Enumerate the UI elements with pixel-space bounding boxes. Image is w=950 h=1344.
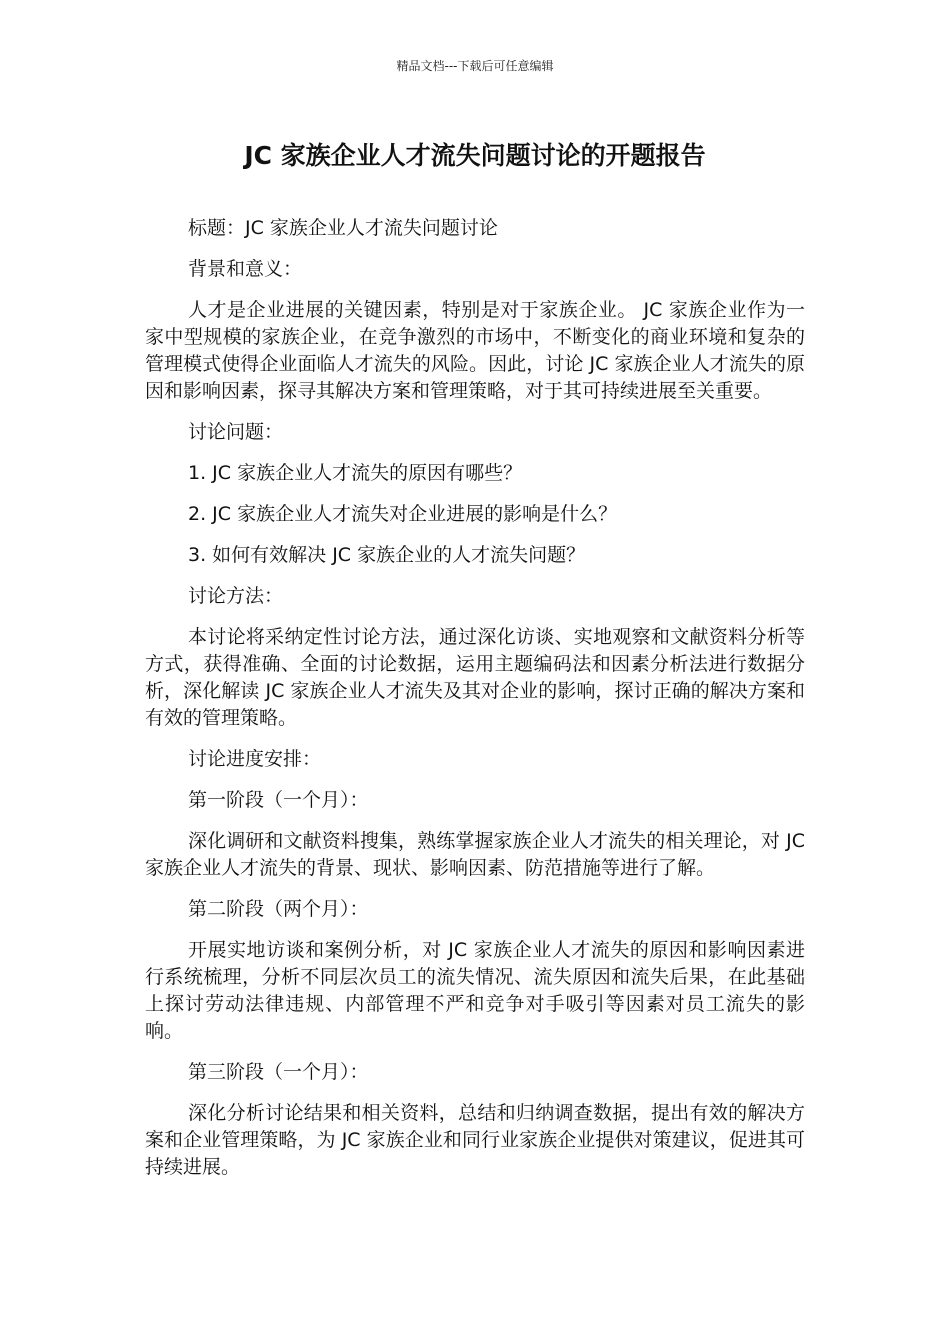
heading-phase-1: 第一阶段（一个月）： [188, 789, 369, 811]
label-title: 标题：JC 家族企业人才流失问题讨论 [188, 217, 498, 239]
heading-phase-3: 第三阶段（一个月）： [188, 1061, 369, 1083]
heading-questions: 讨论问题： [188, 421, 284, 443]
paragraph-methods: 本讨论将采纳定性讨论方法，通过深化访谈、实地观察和文献资料分析等方式，获得准确、全面的讨论数据，运用主题编码法和因素分析法进行数据分析，深化解读 JC 家族企业人才流失及其对企业的影响，探讨正确的解决方案和有效的管理策略。 [145, 626, 805, 729]
heading-schedule: 讨论进度安排： [188, 748, 322, 770]
question-item-3: 3. 如何有效解决 JC 家族企业的人才流失问题？ [188, 544, 586, 566]
paragraph-background: 人才是企业进展的关键因素，特别是对于家族企业。 JC 家族企业作为一家中型规模的家族企业，在竞争激烈的市场中，不断变化的商业环境和复杂的管理模式使得企业面临人才流失的风险。因此，讨论 JC 家族企业人才流失的原因和影响因素，探寻其解决方案和管理策略，对于其可持续进展至关重要。 [145, 299, 805, 402]
document-title: JC 家族企业人才流失问题讨论的开题报告 [244, 141, 706, 170]
paragraph-phase-2: 开展实地访谈和案例分析，对 JC 家族企业人才流失的原因和影响因素进行系统梳理，分析不同层次员工的流失情况、流失原因和流失后果，在此基础上探讨劳动法律违规、内部管理不严和竞争对手吸引等因素对员工流失的影响。 [145, 939, 805, 1042]
page-header: 精品文档---下载后可任意编辑 [396, 59, 554, 73]
paragraph-phase-1: 深化调研和文献资料搜集，熟练掌握家族企业人才流失的相关理论，对 JC 家族企业人才流失的背景、现状、影响因素、防范措施等进行了解。 [145, 830, 805, 879]
heading-background: 背景和意义： [188, 258, 303, 280]
question-item-2: 2. JC 家族企业人才流失对企业进展的影响是什么？ [188, 503, 618, 525]
question-item-1: 1. JC 家族企业人才流失的原因有哪些？ [188, 462, 523, 484]
document-body [145, 215, 805, 1195]
heading-methods: 讨论方法： [188, 585, 284, 607]
paragraph-phase-3: 深化分析讨论结果和相关资料，总结和归纳调查数据，提出有效的解决方案和企业管理策略，为 JC 家族企业和同行业家族企业提供对策建议，促进其可持续进展。 [145, 1102, 805, 1178]
heading-phase-2: 第二阶段（两个月）： [188, 898, 369, 920]
